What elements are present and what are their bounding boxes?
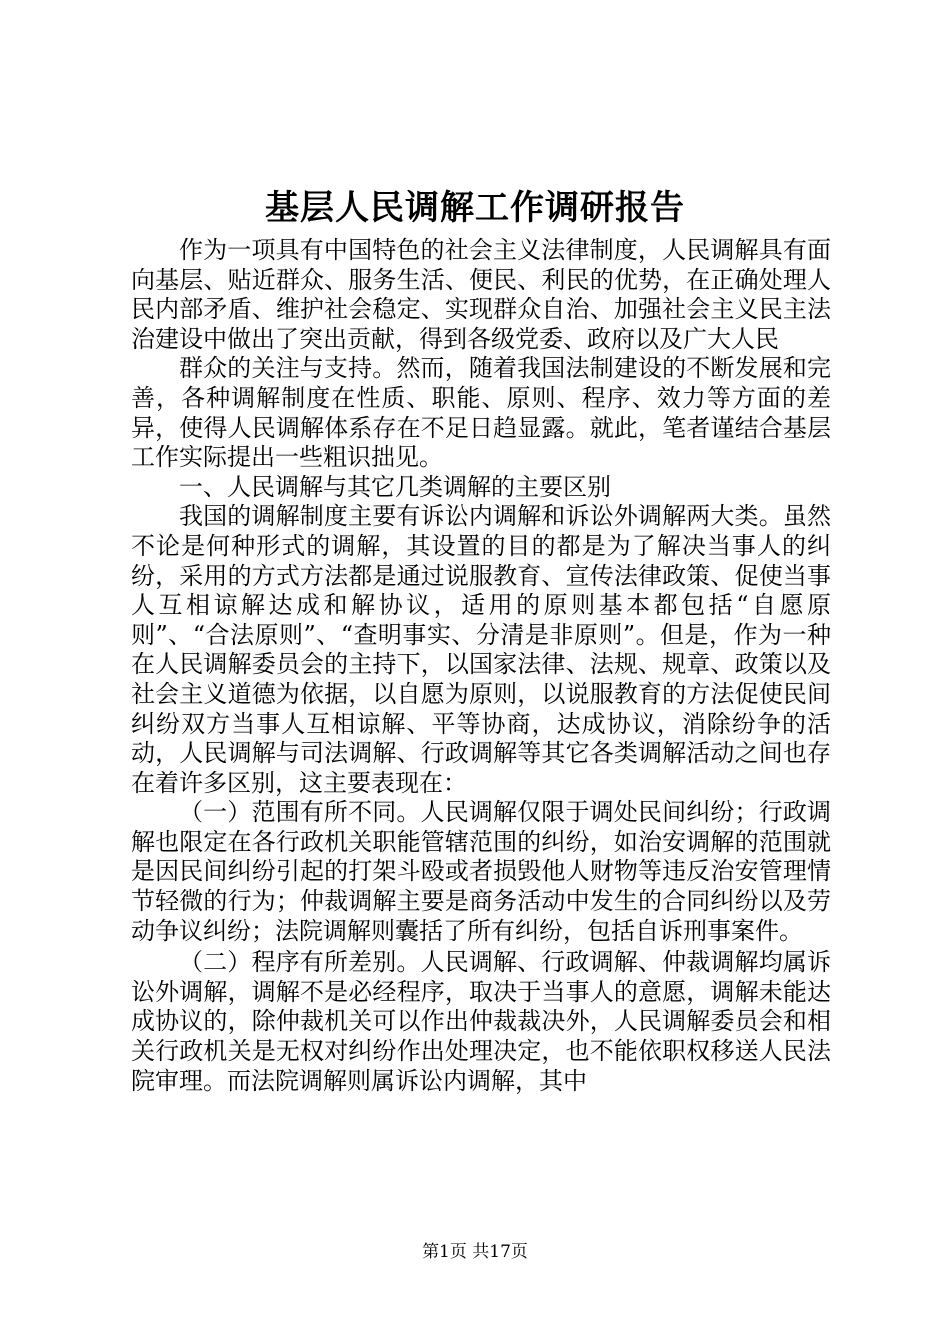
document-title: 基层人民调解工作调研报告	[265, 188, 685, 228]
paragraph-intro: 作为一项具有中国特色的社会主义法律制度，人民调解具有面向基层、贴近群众、服务生活、便民、利民的优势，在正确处理人民内部矛盾、维护社会稳定、实现群众自治、加强社会主义民主法治建设中做出了突出贡献，得到各级党委、政府以及广大人民	[131, 236, 831, 353]
paragraph-continuation: 群众的关注与支持。然而，随着我国法制建设的不断发展和完善，各种调解制度在性质、职能、原则、程序、效力等方面的差异，使得人民调解体系存在不足日趋显露。就此，笔者谨结合基层工作实际提出一些粗识拙见。	[131, 354, 831, 472]
document-body	[131, 236, 831, 1096]
page-number-footer: 第1页 共17页	[422, 1242, 528, 1262]
paragraph-point-two: （二）程序有所差别。人民调解、行政调解、仲裁调解均属诉讼外调解，调解不是必经程序，取决于当事人的意愿，调解未能达成协议的，除仲裁机关可以作出仲裁裁决外，人民调解委员会和相关行政机关是无权对纠纷作出处理决定，也不能依职权移送人民法院审理。而法院调解则属诉讼内调解，其中	[131, 948, 831, 1095]
section-heading: 一、人民调解与其它几类调解的主要区别	[179, 472, 611, 501]
paragraph-section-one: 我国的调解制度主要有诉讼内调解和诉讼外调解两大类。虽然不论是何种形式的调解，其设置的目的都是为了解决当事人的纠纷，采用的方式方法都是通过说服教育、宣传法律政策、促使当事人互相谅解达成和解协议，适用的原则基本都包括“自愿原则”、“合法原则”、“查明事实、分清是非原则”。但是，作为一种在人民调解委员会的主持下，以国家法律、法规、规章、政策以及社会主义道德为依据，以自愿为原则，以说服教育的方法促使民间纠纷双方当事人互相谅解、平等协商，达成协议，消除纷争的活动，人民调解与司法调解、行政调解等其它各类调解活动之间也存在着许多区别，这主要表现在：	[131, 502, 831, 797]
paragraph-point-one: （一）范围有所不同。人民调解仅限于调处民间纠纷；行政调解也限定在各行政机关职能管辖范围的纠纷，如治安调解的范围就是因民间纠纷引起的打架斗殴或者损毁他人财物等违反治安管理情节轻微的行为；仲裁调解主要是商务活动中发生的合同纠纷以及劳动争议纠纷；法院调解则囊括了所有纠纷，包括自诉刑事案件。	[131, 798, 831, 945]
